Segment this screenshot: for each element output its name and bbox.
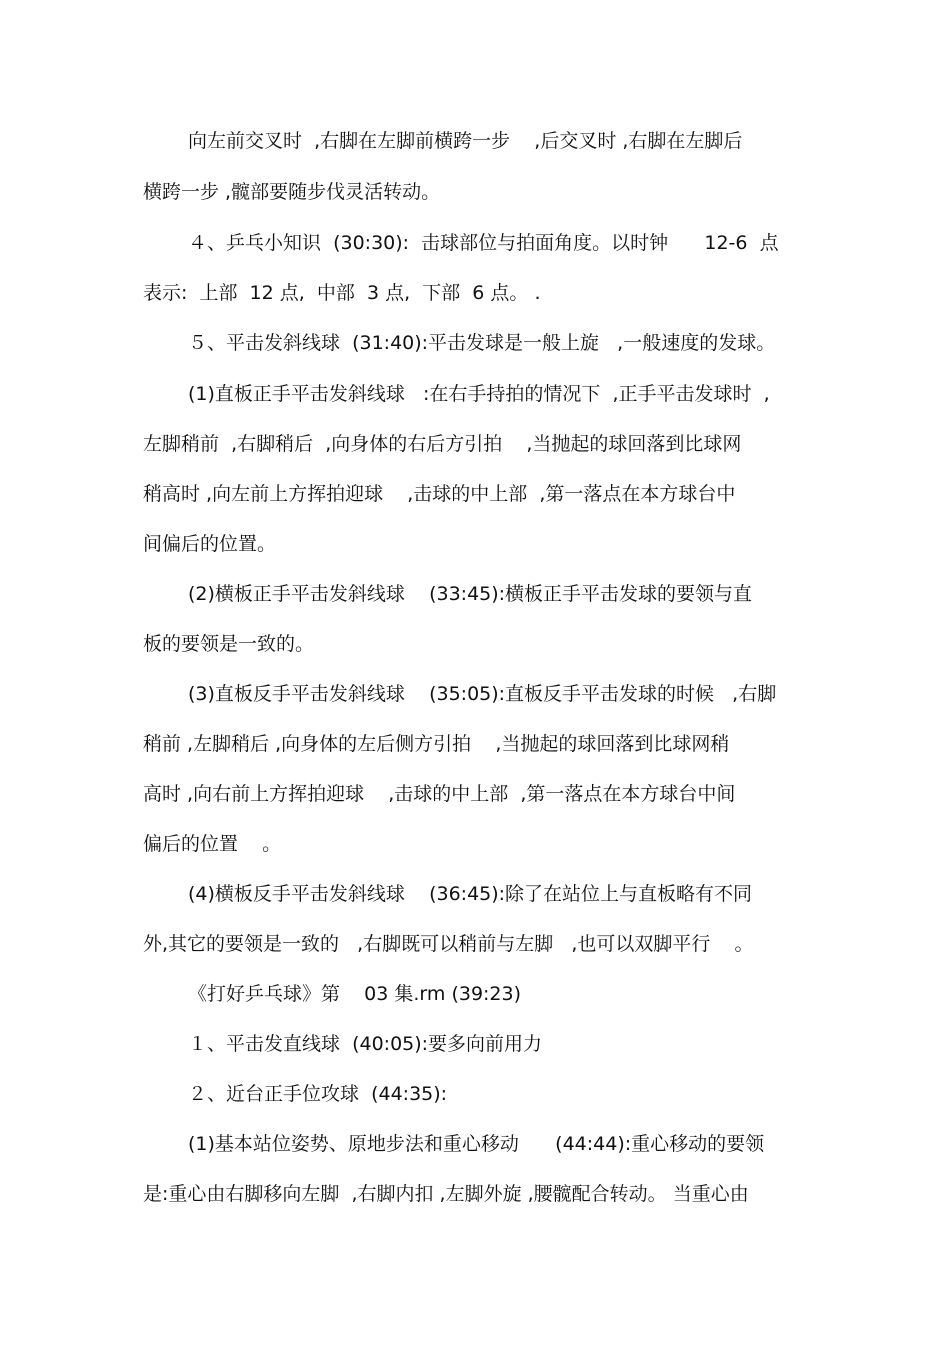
text-line: 外,其它的要领是一致的 ,右脚既可以稍前与左脚 ,也可以双脚平行 。 xyxy=(143,933,754,955)
text-line: 是:重心由右脚移向左脚 ,右脚内扣 ,左脚外旋 ,腰髋配合转动。 当重心由 xyxy=(143,1183,749,1205)
text-line: (1)基本站位姿势、原地步法和重心移动 (44:44):重心移动的要领 xyxy=(188,1133,765,1155)
text-line: 稍前 ,左脚稍后 ,向身体的左后侧方引拍 ,当抛起的球回落到比球网稍 xyxy=(143,733,730,755)
text-line: (2)横板正手平击发斜线球 (33:45):横板正手平击发球的要领与直 xyxy=(188,583,753,605)
text-line: １、平击发直线球 (40:05):要多向前用力 xyxy=(188,1033,543,1055)
text-line: 表示: 上部 12 点, 中部 3 点, 下部 6 点。 . xyxy=(143,282,541,304)
text-line: (3)直板反手平击发斜线球 (35:05):直板反手平击发球的时候 ,右脚 xyxy=(188,683,777,705)
text-line: 高时 ,向右前上方挥拍迎球 ,击球的中上部 ,第一落点在本方球台中间 xyxy=(143,783,736,805)
text-line: 向左前交叉时 ,右脚在左脚前横跨一步 ,后交叉时 ,右脚在左脚后 xyxy=(188,130,743,152)
text-line: 稍高时 ,向左前上方挥拍迎球 ,击球的中上部 ,第一落点在本方球台中 xyxy=(143,483,736,505)
text-line: (4)横板反手平击发斜线球 (36:45):除了在站位上与直板略有不同 xyxy=(188,883,753,905)
text-line: 横跨一步 ,髋部要随步伐灵活转动。 xyxy=(143,181,441,203)
text-line: 《打好乒乓球》第 03 集.rm (39:23) xyxy=(188,983,522,1005)
text-line: 偏后的位置 。 xyxy=(143,833,282,855)
text-line: ２、近台正手位攻球 (44:35): xyxy=(188,1083,448,1105)
text-line: ４、乒乓小知识 (30:30): 击球部位与拍面角度。以时钟 12-6 点 xyxy=(188,232,779,254)
text-line: (1)直板正手平击发斜线球 :在右手持拍的情况下 ,正手平击发球时 , xyxy=(188,383,770,405)
text-line: 间偏后的位置。 xyxy=(143,533,277,555)
text-line: 板的要领是一致的。 xyxy=(143,633,315,655)
text-line: ５、平击发斜线球 (31:40):平击发球是一般上旋 ,一般速度的发球。 xyxy=(188,332,776,354)
text-line: 左脚稍前 ,右脚稍后 ,向身体的右后方引拍 ,当抛起的球回落到比球网 xyxy=(143,433,742,455)
